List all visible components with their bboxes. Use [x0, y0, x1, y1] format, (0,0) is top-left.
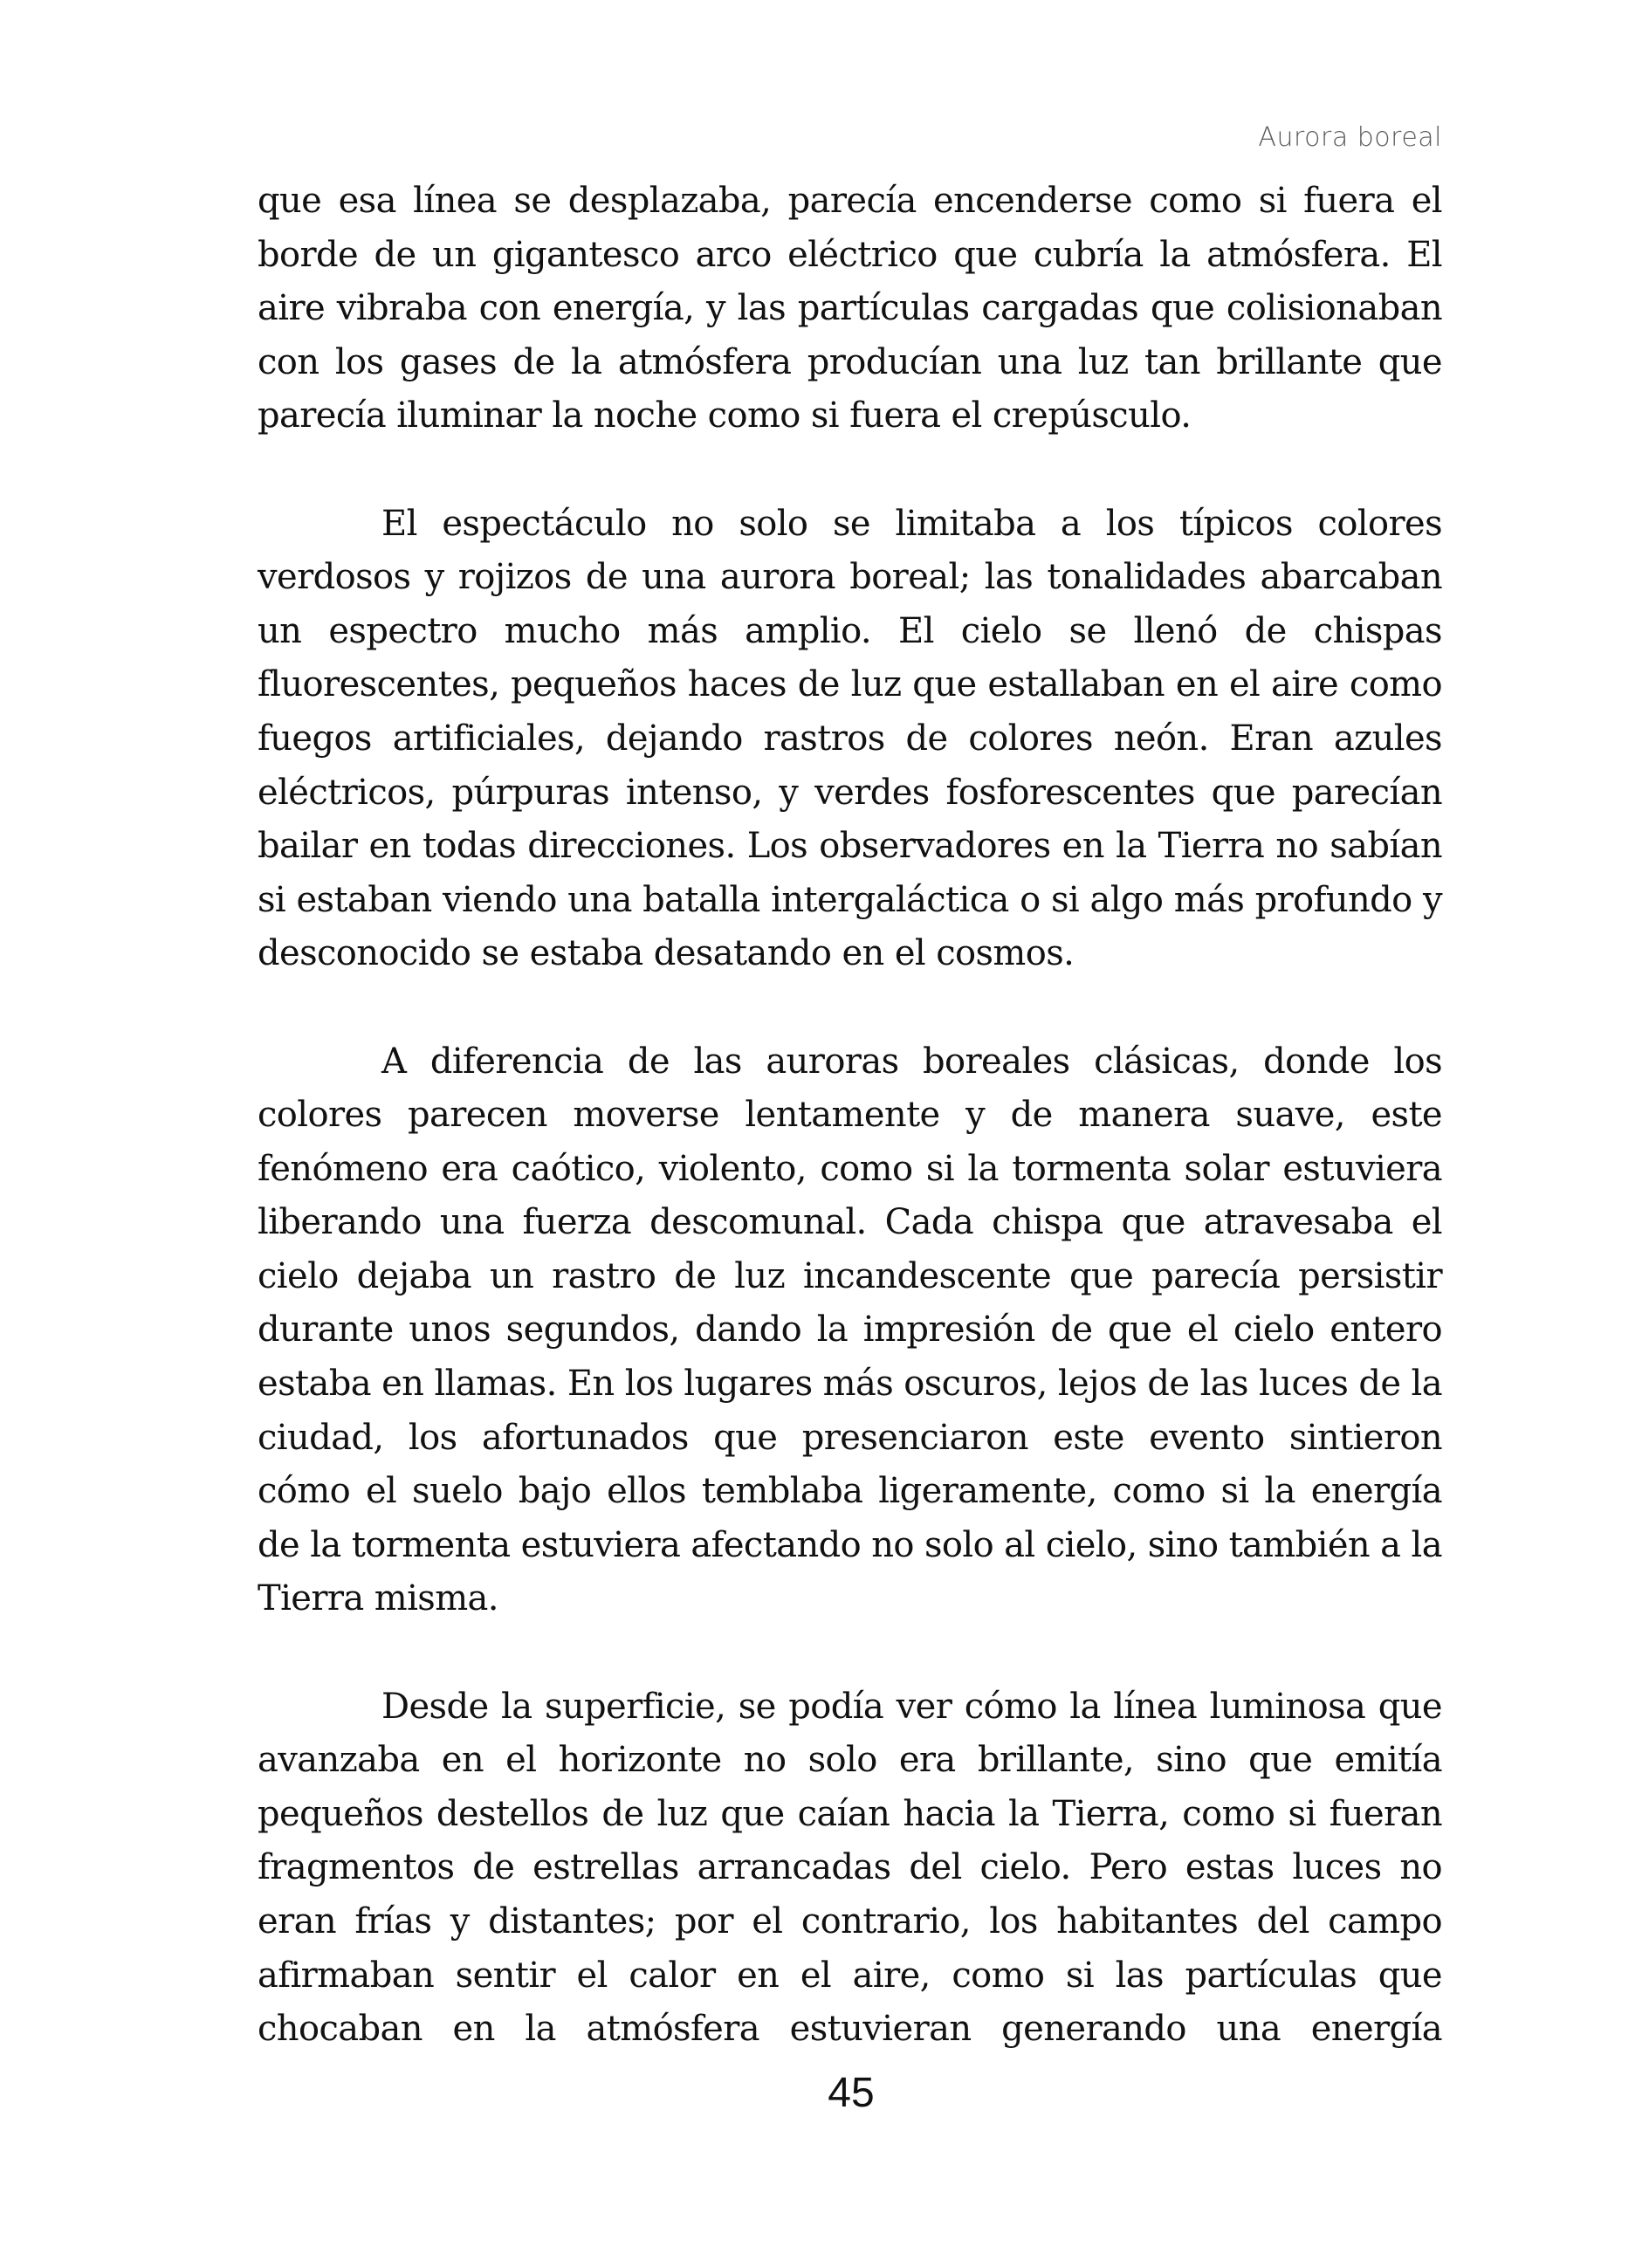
paragraph-2: El espectáculo no solo se limitaba a los típicos colores verdosos y rojizos de una aurora boreal; las tonalidades abarcaban un espectro mucho más amplio. El cielo se llenó de chispas fluorescentes, pequeños haces de luz que estallaban en el aire como fuegos artificiales, dejando rastros de colores neón. Eran azules eléctricos, púrpuras intenso, y verdes fosforescentes que parecían bailar en todas direcciones. Los observadores en la Tierra no sabían si estaban viendo una batalla intergaláctica o si algo más profundo y desconocido se estaba desatando en el cosmos.	[258, 503, 1442, 974]
paragraph-4: Desde la superficie, se podía ver cómo la línea luminosa que avanzaba en el horizonte no solo era brillante, sino que emitía pequeños destellos de luz que caían hacia la Tierra, como si fueran fragmentos de estrellas arrancadas del cielo. Pero estas luces no eran frías y distantes; por el contrario, los habitantes del campo afirmaban sentir el calor en el aire, como si las partículas que chocaban en la atmósfera estuvieran generando una energía	[258, 1686, 1442, 2050]
body-text	[258, 175, 1442, 2057]
running-header-title: Aurora boreal	[1258, 122, 1442, 153]
paragraph-1: que esa línea se desplazaba, parecía encenderse como si fuera el borde de un gigantesco arco eléctrico que cubría la atmósfera. El aire vibraba con energía, y las partículas cargadas que colisionaban con los gases de la atmósfera producían una luz tan brillante que parecía iluminar la noche como si fuera el crepúsculo.	[258, 181, 1442, 436]
paragraph-3: A diferencia de las auroras boreales clásicas, donde los colores parecen moverse lentamente y de manera suave, este fenómeno era caótico, violento, como si la tormenta solar estuviera liberando una fuerza descomunal. Cada chispa que atravesaba el cielo dejaba un rastro de luz incandescente que parecía persistir durante unos segundos, dando la impresión de que el cielo entero estaba en llamas. En los lugares más oscuros, lejos de las luces de la ciudad, los afortunados que presenciaron este evento sintieron cómo el suelo bajo ellos temblaba ligeramente, como si la energía de la tormenta estuviera afectando no solo al cielo, sino también a la Tierra misma.	[258, 1041, 1442, 1619]
page-number: 45	[828, 2070, 875, 2116]
